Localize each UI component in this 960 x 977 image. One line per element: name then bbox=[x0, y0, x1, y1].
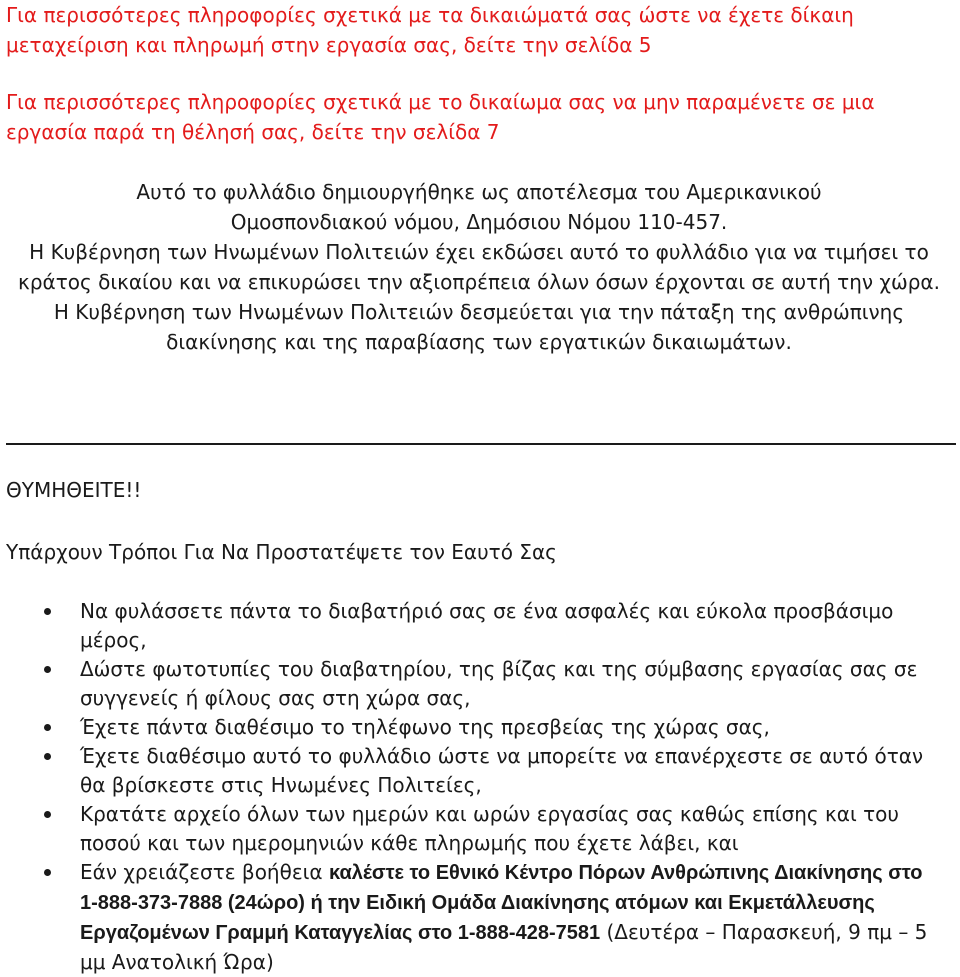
bullet-icon bbox=[44, 753, 51, 760]
list-item bbox=[0, 597, 960, 655]
list-item bbox=[0, 655, 960, 713]
list-item-help-hotline bbox=[0, 858, 960, 977]
remember-heading: ΘΥΜΗΘΕΙΤΕ!! bbox=[6, 478, 142, 502]
list-item-text: Έχετε πάντα διαθέσιμο το τηλέφωνο της πρεσβείας της χώρας σας, bbox=[80, 715, 770, 739]
bullet-icon bbox=[44, 724, 51, 731]
hotline-hours-text: (Δευτέρα – Παρασκευή, 9 πμ – 5 μμ Ανατολική Ώρα) bbox=[80, 920, 928, 974]
help-lead-text: Εάν χρειάζεστε βοήθεια bbox=[80, 860, 329, 884]
list-item bbox=[0, 742, 960, 800]
bullet-icon bbox=[44, 869, 51, 876]
protection-tips-list bbox=[0, 597, 960, 977]
intro-line-1: Αυτό το φυλλάδιο δημιουργήθηκε ως αποτέλεσμα του Αμερικανικού bbox=[136, 180, 822, 204]
list-item-text: Να φυλάσσετε πάντα το διαβατήριό σας σε ένα ασφαλές και εύκολα προσβάσιμο μέρος, bbox=[80, 599, 894, 652]
list-item-text: Κρατάτε αρχείο όλων των ημερών και ωρών εργασίας σας καθώς επίσης και του ποσού και των ημερομηνιών κάθε πληρωμής που έχετε λάβει, και bbox=[80, 802, 899, 855]
list-item-text: Έχετε διαθέσιμο αυτό το φυλλάδιο ώστε να μπορείτε να επανέρχεστε σε αυτό όταν θα βρίσκεστε στις Ηνωμένες Πολιτείες, bbox=[80, 744, 924, 797]
list-item bbox=[0, 800, 960, 858]
list-item bbox=[0, 713, 960, 742]
list-item-text: Δώστε φωτοτυπίες του διαβατηρίου, της βίζας και της σύμβασης εργασίας σας σε συγγενείς ή φίλους σας στη χώρα σας, bbox=[80, 657, 918, 710]
bullet-icon bbox=[44, 666, 51, 673]
intro-paragraph bbox=[6, 177, 952, 357]
rights-page-5-note: Για περισσότερες πληροφορίες σχετικά με τα δικαιώματά σας ώστε να έχετε δίκαιη μεταχείριση και πληρωμή στην εργασία σας, δείτε την σελίδα 5 bbox=[6, 3, 854, 57]
bullet-icon bbox=[44, 608, 51, 615]
intro-line-2: Ομοσπονδιακού νόμου, Δημόσιου Νόμου 110-457. bbox=[230, 210, 728, 234]
intro-line-4: Η Κυβέρνηση των Ηνωμένων Πολιτειών δεσμεύεται για την πάταξη της ανθρώπινης διακίνησης και της παραβίασης των εργατικών δικαιωμάτων. bbox=[53, 300, 905, 354]
hotline-numbers-text: καλέστε το Εθνικό Κέντρο Πόρων Ανθρώπινης Διακίνησης στο 1-888-373-7888 (24ώρο) ή την Ειδική Ομάδα Διακίνησης ατόμων και Εκμετάλλευσης Εργαζομένων Γραμμή Καταγγελίας στο 1-888-428-7581 bbox=[80, 862, 923, 944]
section-divider bbox=[6, 443, 956, 445]
protect-yourself-heading: Υπάρχουν Τρόποι Για Να Προστατέψετε τον Εαυτό Σας bbox=[6, 540, 557, 564]
bullet-icon bbox=[44, 811, 51, 818]
forced-labor-page-7-note: Για περισσότερες πληροφορίες σχετικά με το δικαίωμα σας να μην παραμένετε σε μια εργασία παρά τη θέλησή σας, δείτε την σελίδα 7 bbox=[6, 90, 875, 144]
intro-line-3: Η Κυβέρνηση των Ηνωμένων Πολιτειών έχει εκδώσει αυτό το φυλλάδιο για να τιμήσει το κράτος δικαίου και να επικυρώσει την αξιοπρέπεια όλων όσων έρχονται σε αυτή την χώρα. bbox=[18, 240, 940, 294]
